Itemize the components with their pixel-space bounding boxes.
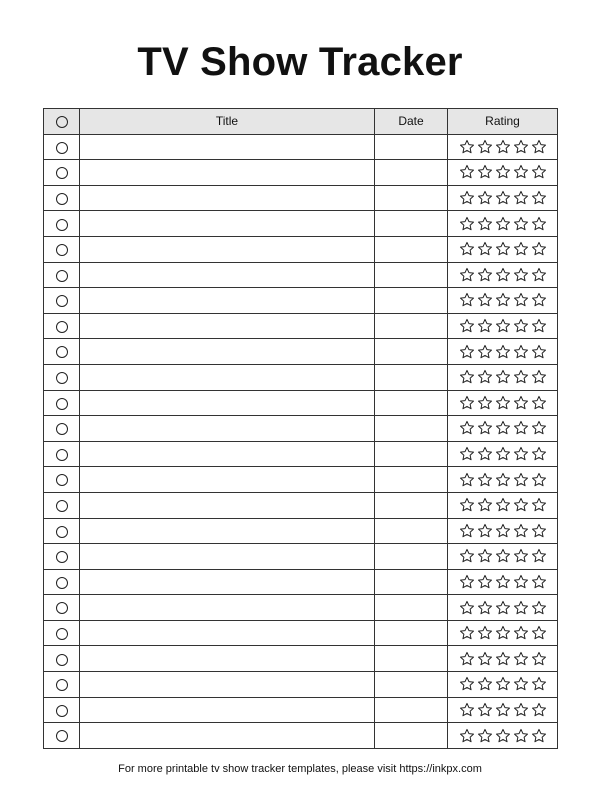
rating-cell	[448, 160, 558, 186]
row-checkbox-cell[interactable]	[44, 211, 80, 237]
star-icon[interactable]	[495, 190, 511, 206]
table-row	[44, 723, 558, 749]
star-rating[interactable]	[448, 420, 557, 436]
row-checkbox-cell[interactable]	[44, 416, 80, 442]
rating-cell	[448, 544, 558, 570]
star-icon[interactable]	[513, 267, 529, 283]
star-icon[interactable]	[531, 292, 547, 308]
star-icon[interactable]	[513, 574, 529, 590]
star-icon[interactable]	[495, 702, 511, 718]
row-checkbox-cell[interactable]	[44, 697, 80, 723]
star-icon[interactable]	[513, 497, 529, 513]
circle-icon[interactable]	[56, 449, 68, 461]
star-rating[interactable]	[448, 139, 557, 155]
star-icon[interactable]	[477, 369, 493, 385]
rating-cell	[448, 518, 558, 544]
rating-cell	[448, 595, 558, 621]
star-icon[interactable]	[495, 472, 511, 488]
star-icon[interactable]	[495, 267, 511, 283]
circle-icon[interactable]	[56, 142, 68, 154]
star-icon[interactable]	[477, 728, 493, 744]
star-icon[interactable]	[477, 472, 493, 488]
row-checkbox-cell[interactable]	[44, 364, 80, 390]
star-icon[interactable]	[513, 318, 529, 334]
table-row	[44, 236, 558, 262]
star-icon[interactable]	[477, 344, 493, 360]
star-icon[interactable]	[477, 574, 493, 590]
star-icon[interactable]	[531, 267, 547, 283]
row-checkbox-cell[interactable]	[44, 492, 80, 518]
date-cell[interactable]	[375, 492, 448, 518]
circle-icon[interactable]	[56, 730, 68, 742]
title-cell[interactable]	[80, 236, 375, 262]
rating-cell	[448, 620, 558, 646]
star-icon[interactable]	[513, 420, 529, 436]
star-icon[interactable]	[495, 241, 511, 257]
star-icon[interactable]	[513, 241, 529, 257]
date-cell[interactable]	[375, 672, 448, 698]
star-icon[interactable]	[531, 651, 547, 667]
star-icon[interactable]	[531, 446, 547, 462]
star-rating[interactable]	[448, 292, 557, 308]
rating-cell	[448, 134, 558, 160]
table-row	[44, 518, 558, 544]
star-icon[interactable]	[531, 139, 547, 155]
star-icon[interactable]	[531, 625, 547, 641]
star-icon[interactable]	[495, 548, 511, 564]
header-date: Date	[375, 109, 448, 135]
title-cell[interactable]	[80, 467, 375, 493]
title-cell[interactable]	[80, 441, 375, 467]
date-cell[interactable]	[375, 518, 448, 544]
table-row	[44, 313, 558, 339]
circle-icon[interactable]	[56, 551, 68, 563]
date-cell[interactable]	[375, 262, 448, 288]
circle-icon[interactable]	[56, 193, 68, 205]
star-icon[interactable]	[495, 395, 511, 411]
star-rating[interactable]	[448, 446, 557, 462]
star-icon[interactable]	[531, 216, 547, 232]
circle-icon[interactable]	[56, 244, 68, 256]
title-cell[interactable]	[80, 646, 375, 672]
star-icon[interactable]	[459, 190, 475, 206]
star-icon[interactable]	[495, 318, 511, 334]
date-cell[interactable]	[375, 467, 448, 493]
star-rating[interactable]	[448, 164, 557, 180]
circle-icon[interactable]	[56, 423, 68, 435]
title-cell[interactable]	[80, 416, 375, 442]
star-icon[interactable]	[477, 420, 493, 436]
star-icon[interactable]	[477, 318, 493, 334]
star-icon[interactable]	[495, 728, 511, 744]
rating-cell	[448, 339, 558, 365]
tracker-table	[43, 108, 558, 749]
star-icon[interactable]	[513, 625, 529, 641]
title-cell[interactable]	[80, 364, 375, 390]
star-icon[interactable]	[513, 446, 529, 462]
rating-cell	[448, 569, 558, 595]
title-cell[interactable]	[80, 620, 375, 646]
star-icon[interactable]	[477, 267, 493, 283]
table-row	[44, 697, 558, 723]
title-cell[interactable]	[80, 262, 375, 288]
table-row	[44, 569, 558, 595]
circle-icon[interactable]	[56, 654, 68, 666]
star-icon[interactable]	[477, 446, 493, 462]
star-icon[interactable]	[477, 395, 493, 411]
star-icon[interactable]	[513, 344, 529, 360]
table-row	[44, 492, 558, 518]
table-row	[44, 441, 558, 467]
star-icon[interactable]	[495, 497, 511, 513]
star-icon[interactable]	[495, 446, 511, 462]
star-rating[interactable]	[448, 702, 557, 718]
star-icon[interactable]	[531, 241, 547, 257]
star-rating[interactable]	[448, 267, 557, 283]
circle-icon[interactable]	[56, 295, 68, 307]
star-icon[interactable]	[495, 292, 511, 308]
table-row	[44, 416, 558, 442]
star-icon[interactable]	[459, 241, 475, 257]
title-cell[interactable]	[80, 518, 375, 544]
star-rating[interactable]	[448, 625, 557, 641]
row-checkbox-cell[interactable]	[44, 288, 80, 314]
header-check-cell	[44, 109, 80, 135]
star-rating[interactable]	[448, 548, 557, 564]
date-cell[interactable]	[375, 339, 448, 365]
circle-icon[interactable]	[56, 474, 68, 486]
rating-cell	[448, 723, 558, 749]
star-icon[interactable]	[459, 728, 475, 744]
star-icon[interactable]	[459, 600, 475, 616]
rating-cell	[448, 236, 558, 262]
date-cell[interactable]	[375, 390, 448, 416]
star-icon[interactable]	[477, 216, 493, 232]
star-icon[interactable]	[531, 600, 547, 616]
title-cell[interactable]	[80, 160, 375, 186]
table-row	[44, 646, 558, 672]
title-cell[interactable]	[80, 672, 375, 698]
star-icon[interactable]	[459, 318, 475, 334]
date-cell[interactable]	[375, 697, 448, 723]
row-checkbox-cell[interactable]	[44, 160, 80, 186]
title-cell[interactable]	[80, 492, 375, 518]
row-checkbox-cell[interactable]	[44, 262, 80, 288]
table-row	[44, 595, 558, 621]
star-icon[interactable]	[477, 190, 493, 206]
table-row	[44, 672, 558, 698]
star-icon[interactable]	[531, 395, 547, 411]
row-checkbox-cell[interactable]	[44, 646, 80, 672]
table-row	[44, 160, 558, 186]
star-icon[interactable]	[513, 190, 529, 206]
circle-icon[interactable]	[56, 219, 68, 231]
table-row	[44, 288, 558, 314]
star-icon[interactable]	[495, 625, 511, 641]
circle-icon[interactable]	[56, 321, 68, 333]
row-checkbox-cell[interactable]	[44, 595, 80, 621]
star-icon[interactable]	[477, 139, 493, 155]
row-checkbox-cell[interactable]	[44, 236, 80, 262]
circle-icon[interactable]	[56, 705, 68, 717]
rating-cell	[448, 697, 558, 723]
row-checkbox-cell[interactable]	[44, 390, 80, 416]
rating-cell	[448, 313, 558, 339]
star-icon[interactable]	[495, 344, 511, 360]
star-icon[interactable]	[513, 548, 529, 564]
circle-icon[interactable]	[56, 500, 68, 512]
date-cell[interactable]	[375, 313, 448, 339]
title-cell[interactable]	[80, 185, 375, 211]
star-icon[interactable]	[459, 267, 475, 283]
star-icon[interactable]	[513, 676, 529, 692]
row-checkbox-cell[interactable]	[44, 518, 80, 544]
rating-cell	[448, 646, 558, 672]
table-row	[44, 544, 558, 570]
date-cell[interactable]	[375, 620, 448, 646]
star-icon[interactable]	[531, 420, 547, 436]
star-icon[interactable]	[459, 523, 475, 539]
star-icon[interactable]	[513, 216, 529, 232]
star-icon[interactable]	[477, 676, 493, 692]
rating-cell	[448, 492, 558, 518]
star-rating[interactable]	[448, 395, 557, 411]
star-icon[interactable]	[513, 139, 529, 155]
star-icon[interactable]	[495, 139, 511, 155]
rating-cell	[448, 185, 558, 211]
star-rating[interactable]	[448, 369, 557, 385]
star-icon[interactable]	[477, 164, 493, 180]
star-icon[interactable]	[495, 600, 511, 616]
star-icon[interactable]	[477, 600, 493, 616]
star-icon[interactable]	[495, 574, 511, 590]
rating-cell	[448, 364, 558, 390]
rating-cell	[448, 262, 558, 288]
page-title: TV Show Tracker	[137, 40, 463, 84]
star-icon[interactable]	[531, 548, 547, 564]
star-icon[interactable]	[459, 395, 475, 411]
date-cell[interactable]	[375, 185, 448, 211]
star-icon[interactable]	[513, 523, 529, 539]
star-icon[interactable]	[513, 369, 529, 385]
title-cell[interactable]	[80, 595, 375, 621]
star-icon[interactable]	[531, 728, 547, 744]
star-rating[interactable]	[448, 472, 557, 488]
circle-icon[interactable]	[56, 602, 68, 614]
circle-icon[interactable]	[56, 628, 68, 640]
star-icon[interactable]	[531, 190, 547, 206]
star-rating[interactable]	[448, 651, 557, 667]
star-icon[interactable]	[513, 651, 529, 667]
table-row	[44, 364, 558, 390]
star-icon[interactable]	[459, 625, 475, 641]
star-rating[interactable]	[448, 344, 557, 360]
title-cell[interactable]	[80, 134, 375, 160]
table-row	[44, 390, 558, 416]
star-icon[interactable]	[531, 574, 547, 590]
star-rating[interactable]	[448, 574, 557, 590]
star-icon[interactable]	[495, 164, 511, 180]
row-checkbox-cell[interactable]	[44, 672, 80, 698]
star-icon[interactable]	[495, 523, 511, 539]
table-row	[44, 185, 558, 211]
date-cell[interactable]	[375, 211, 448, 237]
rating-cell	[448, 672, 558, 698]
star-icon[interactable]	[477, 292, 493, 308]
header-rating: Rating	[448, 109, 558, 135]
row-checkbox-cell[interactable]	[44, 723, 80, 749]
star-icon[interactable]	[459, 292, 475, 308]
date-cell[interactable]	[375, 569, 448, 595]
date-cell[interactable]	[375, 441, 448, 467]
table-body	[44, 134, 558, 748]
title-cell[interactable]	[80, 544, 375, 570]
row-checkbox-cell[interactable]	[44, 467, 80, 493]
star-icon[interactable]	[459, 446, 475, 462]
star-rating[interactable]	[448, 190, 557, 206]
date-cell[interactable]	[375, 364, 448, 390]
circle-icon[interactable]	[56, 577, 68, 589]
row-checkbox-cell[interactable]	[44, 313, 80, 339]
circle-icon[interactable]	[56, 270, 68, 282]
table-row	[44, 339, 558, 365]
footer-note: For more printable tv show tracker templates, please visit https://inkpx.com	[118, 763, 482, 775]
star-rating[interactable]	[448, 241, 557, 257]
rating-cell	[448, 288, 558, 314]
title-cell[interactable]	[80, 390, 375, 416]
star-icon[interactable]	[459, 651, 475, 667]
title-cell[interactable]	[80, 211, 375, 237]
circle-icon	[56, 116, 68, 128]
date-cell[interactable]	[375, 723, 448, 749]
star-icon[interactable]	[513, 472, 529, 488]
star-rating[interactable]	[448, 600, 557, 616]
rating-cell	[448, 211, 558, 237]
star-icon[interactable]	[531, 164, 547, 180]
star-icon[interactable]	[531, 369, 547, 385]
rating-cell	[448, 390, 558, 416]
date-cell[interactable]	[375, 544, 448, 570]
star-icon[interactable]	[459, 548, 475, 564]
star-icon[interactable]	[459, 574, 475, 590]
row-checkbox-cell[interactable]	[44, 441, 80, 467]
table-row	[44, 467, 558, 493]
date-cell[interactable]	[375, 134, 448, 160]
star-icon[interactable]	[459, 369, 475, 385]
star-icon[interactable]	[459, 497, 475, 513]
star-icon[interactable]	[459, 420, 475, 436]
date-cell[interactable]	[375, 595, 448, 621]
star-icon[interactable]	[477, 625, 493, 641]
star-rating[interactable]	[448, 676, 557, 692]
row-checkbox-cell[interactable]	[44, 544, 80, 570]
star-icon[interactable]	[513, 164, 529, 180]
star-icon[interactable]	[459, 164, 475, 180]
star-icon[interactable]	[531, 523, 547, 539]
date-cell[interactable]	[375, 416, 448, 442]
star-icon[interactable]	[459, 344, 475, 360]
table-row	[44, 620, 558, 646]
circle-icon[interactable]	[56, 679, 68, 691]
star-icon[interactable]	[477, 651, 493, 667]
table-row	[44, 134, 558, 160]
star-icon[interactable]	[495, 651, 511, 667]
title-cell[interactable]	[80, 723, 375, 749]
row-checkbox-cell[interactable]	[44, 134, 80, 160]
star-icon[interactable]	[531, 676, 547, 692]
star-icon[interactable]	[531, 472, 547, 488]
star-icon[interactable]	[477, 548, 493, 564]
star-icon[interactable]	[531, 702, 547, 718]
star-icon[interactable]	[531, 318, 547, 334]
title-cell[interactable]	[80, 697, 375, 723]
star-icon[interactable]	[459, 702, 475, 718]
rating-cell	[448, 441, 558, 467]
header-title: Title	[80, 109, 375, 135]
title-cell[interactable]	[80, 288, 375, 314]
table-row	[44, 262, 558, 288]
star-icon[interactable]	[459, 216, 475, 232]
star-icon[interactable]	[477, 241, 493, 257]
star-icon[interactable]	[495, 369, 511, 385]
row-checkbox-cell[interactable]	[44, 620, 80, 646]
title-cell[interactable]	[80, 339, 375, 365]
star-icon[interactable]	[477, 523, 493, 539]
star-rating[interactable]	[448, 318, 557, 334]
table-row	[44, 211, 558, 237]
star-icon[interactable]	[495, 676, 511, 692]
star-icon[interactable]	[459, 139, 475, 155]
star-icon[interactable]	[531, 497, 547, 513]
star-icon[interactable]	[513, 702, 529, 718]
date-cell[interactable]	[375, 160, 448, 186]
row-checkbox-cell[interactable]	[44, 185, 80, 211]
circle-icon[interactable]	[56, 167, 68, 179]
title-cell[interactable]	[80, 313, 375, 339]
star-icon[interactable]	[495, 216, 511, 232]
star-icon[interactable]	[477, 702, 493, 718]
circle-icon[interactable]	[56, 372, 68, 384]
star-icon[interactable]	[513, 395, 529, 411]
star-rating[interactable]	[448, 523, 557, 539]
star-icon[interactable]	[513, 600, 529, 616]
row-checkbox-cell[interactable]	[44, 339, 80, 365]
star-icon[interactable]	[459, 676, 475, 692]
star-icon[interactable]	[459, 472, 475, 488]
date-cell[interactable]	[375, 288, 448, 314]
star-icon[interactable]	[513, 292, 529, 308]
star-rating[interactable]	[448, 216, 557, 232]
star-icon[interactable]	[477, 497, 493, 513]
star-rating[interactable]	[448, 728, 557, 744]
circle-icon[interactable]	[56, 346, 68, 358]
star-rating[interactable]	[448, 497, 557, 513]
star-icon[interactable]	[513, 728, 529, 744]
table-header-row	[44, 109, 558, 135]
row-checkbox-cell[interactable]	[44, 569, 80, 595]
circle-icon[interactable]	[56, 398, 68, 410]
star-icon[interactable]	[531, 344, 547, 360]
rating-cell	[448, 416, 558, 442]
date-cell[interactable]	[375, 236, 448, 262]
star-icon[interactable]	[495, 420, 511, 436]
date-cell[interactable]	[375, 646, 448, 672]
circle-icon[interactable]	[56, 526, 68, 538]
rating-cell	[448, 467, 558, 493]
title-cell[interactable]	[80, 569, 375, 595]
